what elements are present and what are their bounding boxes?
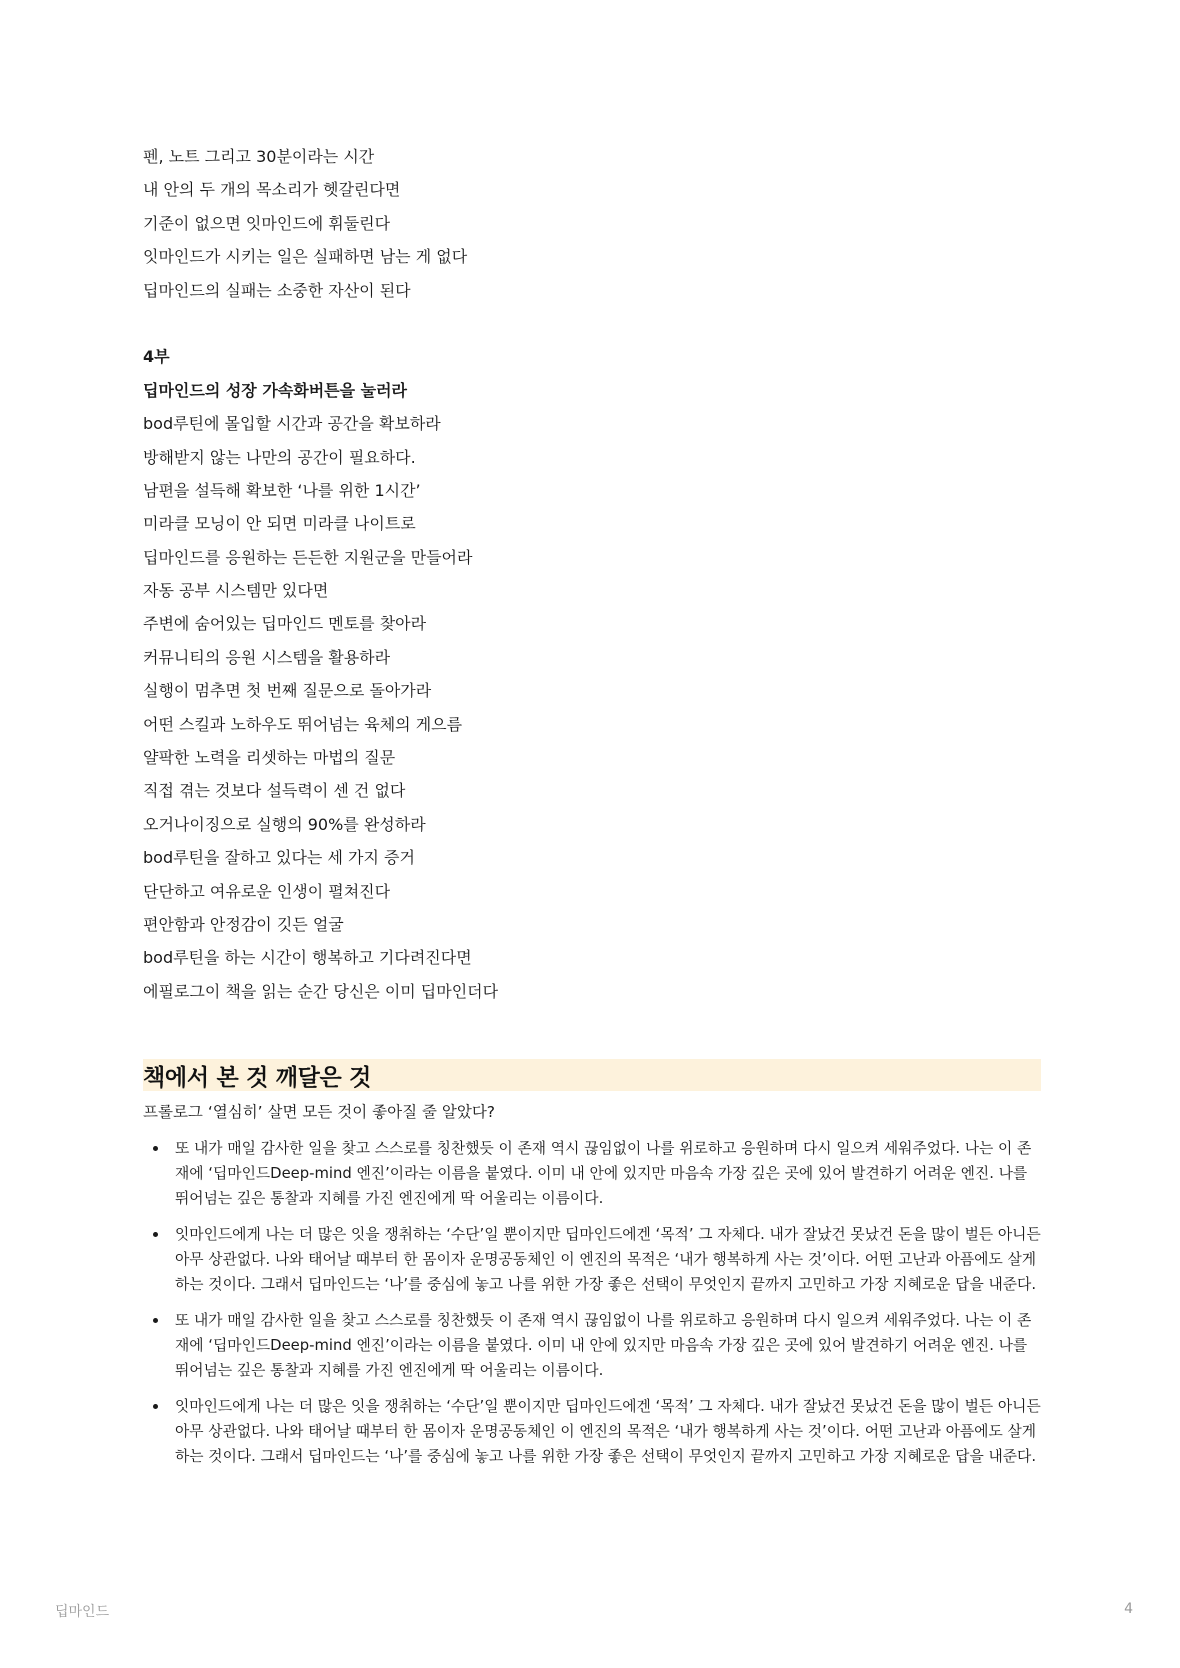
toc-item: 주변에 숨어있는 딥마인드 멘토를 찾아라 — [143, 614, 427, 634]
bullet-item — [143, 1136, 1041, 1211]
table-of-contents — [143, 140, 1043, 1008]
toc-item: 오거나이징으로 실행의 90%를 완성하라 — [143, 814, 426, 834]
toc-item: 단단하고 여유로운 인생이 펼쳐진다 — [143, 881, 391, 901]
page-number: 4 — [1124, 1601, 1133, 1617]
toc-item: 에필로그이 책을 읽는 순간 당신은 이미 딥마인더다 — [143, 981, 499, 1001]
bullet-item — [143, 1308, 1041, 1383]
toc-item: 어떤 스킬과 노하우도 뛰어넘는 육체의 게으름 — [143, 714, 463, 734]
toc-item: 딥마인드를 응원하는 든든한 지원군을 만들어라 — [143, 547, 473, 567]
toc-item: 얄팍한 노력을 리셋하는 마법의 질문 — [143, 748, 396, 768]
bullet-text: 잇마인드에게 나는 더 많은 잇을 쟁취하는 ‘수단’일 뿐이지만 딥마인드에겐 ‘목적’ 그 자체다. 내가 잘났건 못났건 돈을 많이 벌든 아니든 아무 상관없다. 나와 태어날 때부터 한 몸이자 운명공동체인 이 엔진의 목적은 ‘내가 행복하게 사는 것’이다. 어떤 고난과 아픔에도 살게 하는 것이다. 그래서 딥마인드는 ‘나’를 중심에 놓고 나를 위한 가장 좋은 선택이 무엇인지 끝까지 고민하고 가장 지혜로운 답을 내준다. — [175, 1398, 1041, 1465]
bullet-item — [143, 1222, 1041, 1297]
bullet-dot-icon — [153, 1146, 158, 1151]
bullet-item — [143, 1394, 1041, 1469]
bullet-list — [143, 1136, 1041, 1469]
toc-spacer — [143, 307, 1043, 340]
toc-item: 내 안의 두 개의 목소리가 헷갈린다면 — [143, 180, 401, 200]
toc-item: bod루틴에 몰입할 시간과 공간을 확보하라 — [143, 414, 441, 434]
bullet-text: 또 내가 매일 감사한 일을 찾고 스스로를 칭찬했듯 이 존재 역시 끊임없이 나를 위로하고 응원하며 다시 일으켜 세워주었다. 나는 이 존재에 ‘딥마인드Deep-mind 엔진’이라는 이름을 붙였다. 이미 내 안에 있지만 마음속 가장 깊은 곳에 있어 발견하기 어려운 엔진. 나를 뛰어넘는 깊은 통찰과 지혜를 가진 엔진에게 딱 어울리는 이름이다. — [175, 1312, 1032, 1379]
toc-item: 잇마인드가 시키는 일은 실패하면 남는 게 없다 — [143, 247, 468, 267]
section-intro: 프롤로그 ‘열심히’ 살면 모든 것이 좋아질 줄 알았다? — [143, 1103, 496, 1121]
bullet-text: 잇마인드에게 나는 더 많은 잇을 쟁취하는 ‘수단’일 뿐이지만 딥마인드에겐 ‘목적’ 그 자체다. 내가 잘났건 못났건 돈을 많이 벌든 아니든 아무 상관없다. 나와 태어날 때부터 한 몸이자 운명공동체인 이 엔진의 목적은 ‘내가 행복하게 사는 것’이다. 어떤 고난과 아픔에도 살게 하는 것이다. 그래서 딥마인드는 ‘나’를 중심에 놓고 나를 위한 가장 좋은 선택이 무엇인지 끝까지 고민하고 가장 지혜로운 답을 내준다. — [175, 1226, 1041, 1293]
toc-item: 자동 공부 시스템만 있다면 — [143, 581, 329, 601]
toc-item: 기준이 없으면 잇마인드에 휘둘린다 — [143, 213, 391, 233]
toc-item: 실행이 멈추면 첫 번째 질문으로 돌아가라 — [143, 681, 432, 701]
part-title: 딥마인드의 성장 가속화버튼을 눌러라 — [143, 380, 408, 400]
reflection-section — [143, 1059, 1041, 1480]
toc-item: 딥마인드의 실패는 소중한 자산이 된다 — [143, 280, 411, 300]
toc-item: 펜, 노트 그리고 30분이라는 시간 — [143, 147, 375, 166]
toc-item: 방해받지 않는 나만의 공간이 필요하다. — [143, 447, 416, 467]
bullet-dot-icon — [153, 1318, 158, 1323]
toc-item: 편안함과 안정감이 깃든 얼굴 — [143, 914, 344, 934]
toc-item: bod루틴을 하는 시간이 행복하고 기다려진다면 — [143, 948, 472, 968]
toc-item: 남편을 설득해 확보한 ‘나를 위한 1시간’ — [143, 480, 421, 500]
footer-title: 딥마인드 — [55, 1604, 110, 1620]
section-heading: 책에서 본 것 깨달은 것 — [143, 1064, 372, 1091]
bullet-text: 또 내가 매일 감사한 일을 찾고 스스로를 칭찬했듯 이 존재 역시 끊임없이 나를 위로하고 응원하며 다시 일으켜 세워주었다. 나는 이 존재에 ‘딥마인드Deep-mind 엔진’이라는 이름을 붙였다. 이미 내 안에 있지만 마음속 가장 깊은 곳에 있어 발견하기 어려운 엔진. 나를 뛰어넘는 깊은 통찰과 지혜를 가진 엔진에게 딱 어울리는 이름이다. — [175, 1140, 1032, 1207]
part-label: 4부 — [143, 347, 170, 367]
section-heading-highlight — [143, 1059, 1041, 1091]
toc-item: bod루틴을 잘하고 있다는 세 가지 증거 — [143, 848, 415, 868]
bullet-dot-icon — [153, 1232, 158, 1237]
toc-item: 미라클 모닝이 안 되면 미라클 나이트로 — [143, 514, 416, 534]
bullet-dot-icon — [153, 1404, 158, 1409]
toc-item: 직접 겪는 것보다 설득력이 센 건 없다 — [143, 781, 406, 801]
toc-item: 커뮤니티의 응원 시스템을 활용하라 — [143, 647, 391, 667]
